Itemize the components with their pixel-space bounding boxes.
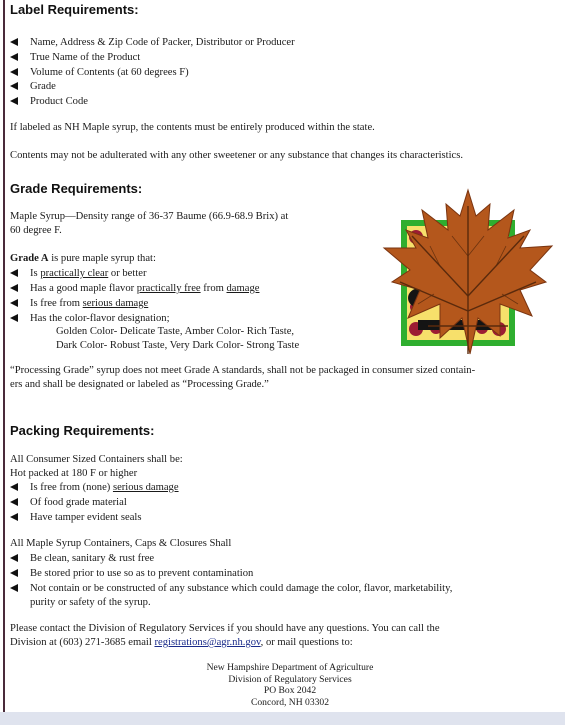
contact-line-1: Please contact the Division of Regulatory Services if you should have any questions. You can call the (10, 623, 440, 634)
color-designation-line-1: Golden Color- Delicate Taste, Amber Color- Rich Taste, (56, 326, 295, 337)
grade-item-text: Has a good maple flavor (30, 283, 137, 294)
email-link[interactable]: registrations@agr.nh.gov (154, 637, 261, 648)
grade-a-label: Grade A (10, 253, 49, 264)
label-item-text: Volume of Contents (at 60 degrees F) (30, 67, 189, 78)
left-triangle-bullet-icon (10, 554, 18, 562)
processing-grade-line-1: “Processing Grade” syrup does not meet Grade A standards, shall not be packaged in consumer sized contain- (10, 365, 476, 376)
left-triangle-bullet-icon (10, 299, 18, 307)
color-designation-line-2: Dark Color- Robust Taste, Very Dark Color- Strong Taste (56, 340, 300, 351)
viewer-bottom-band (0, 712, 565, 725)
left-triangle-bullet-icon (10, 498, 18, 506)
containers-item-text: Be stored prior to use so as to prevent contamination (30, 568, 254, 579)
label-item-text: Name, Address & Zip Code of Packer, Distributor or Producer (30, 37, 295, 48)
left-triangle-bullet-icon (10, 53, 18, 61)
left-triangle-bullet-icon (10, 483, 18, 491)
label-item-text: True Name of the Product (30, 52, 141, 63)
packing-requirements-heading: Packing Requirements: (10, 423, 155, 438)
page-left-border (3, 0, 5, 712)
containers-item-continuation: purity or safety of the syrup. (30, 597, 151, 608)
address-line-2: Division of Regulatory Services (228, 673, 352, 685)
address-line-1: New Hampshire Department of Agriculture (206, 662, 374, 673)
address-line-3: PO Box 2042 (263, 685, 317, 696)
packing-item-text: Have tamper evident seals (30, 512, 142, 523)
grade-item-text: Is free from (30, 298, 83, 309)
grade-item-underlined: serious damage (82, 298, 149, 309)
label-requirements-heading: Label Requirements: (10, 2, 139, 17)
grade-item-underlined: practically clear (40, 268, 109, 279)
packing-item-underlined: serious damage (112, 482, 179, 493)
grade-item (10, 311, 170, 326)
packing-item (10, 510, 141, 525)
grade-item-text: or better (108, 268, 147, 279)
left-triangle-bullet-icon (10, 569, 18, 577)
containers-item (10, 581, 452, 596)
address-line-4: Concord, NH 03302 (250, 696, 330, 708)
grade-item (10, 266, 147, 281)
left-triangle-bullet-icon (10, 584, 18, 592)
label-item (10, 79, 56, 94)
grade-item (10, 296, 148, 311)
containers-item-text: Not contain or be constructed of any substance which could damage the color, flavor, marketability, (30, 583, 453, 594)
label-item (10, 35, 295, 50)
left-triangle-bullet-icon (10, 269, 18, 277)
processing-grade-line-2: ers and shall be designated or labeled as “Processing Grade.” (10, 379, 269, 390)
density-line-2: 60 degree F. (10, 225, 62, 236)
containers-item (10, 566, 253, 581)
grade-item-underlined: practically free (136, 283, 201, 294)
contact-line-2 (10, 636, 353, 650)
grade-item (10, 281, 259, 296)
mailing-address (120, 662, 460, 708)
density-line-1: Maple Syrup—Density range of 36-37 Baume (66.9-68.9 Brix) at (10, 211, 289, 222)
grade-a-intro (10, 252, 156, 266)
packing-item-text: Of food grade material (30, 497, 127, 508)
label-item-text: Product Code (30, 96, 88, 107)
nh-maple-paragraph: If labeled as NH Maple syrup, the contents must be entirely produced within the state. (10, 122, 375, 133)
grade-requirements-heading: Grade Requirements: (10, 181, 143, 196)
consumer-containers-line: All Consumer Sized Containers shall be: (10, 454, 183, 465)
all-containers-line: All Maple Syrup Containers, Caps & Closures Shall (10, 538, 232, 549)
left-triangle-bullet-icon (10, 97, 18, 105)
hot-packed-line: Hot packed at 180 F or higher (10, 468, 138, 479)
label-item-text: Grade (30, 81, 56, 92)
left-triangle-bullet-icon (10, 513, 18, 521)
label-item (10, 94, 88, 109)
grade-item-text: Has the color-flavor designation; (30, 313, 170, 324)
packing-item (10, 480, 179, 495)
left-triangle-bullet-icon (10, 314, 18, 322)
adulteration-paragraph: Contents may not be adulterated with any other sweetener or any substance that changes its characteristics. (10, 150, 464, 161)
left-triangle-bullet-icon (10, 38, 18, 46)
maple-leaf-icon (378, 186, 558, 376)
containers-item-text: Be clean, sanitary & rust free (30, 553, 155, 564)
label-item (10, 65, 189, 80)
packing-item-text: Is free from (none) (30, 482, 113, 493)
contact-line-2-text: Division at (603) 271-3685 email (10, 637, 155, 648)
packing-item (10, 495, 127, 510)
grade-a-intro-text: is pure maple syrup that: (48, 253, 156, 264)
label-item (10, 50, 140, 65)
containers-item (10, 551, 154, 566)
contact-line-2-tail: , or mail questions to: (260, 637, 353, 648)
grade-item-text: Is (30, 268, 41, 279)
left-triangle-bullet-icon (10, 82, 18, 90)
grade-item-underlined: damage (226, 283, 260, 294)
left-triangle-bullet-icon (10, 284, 18, 292)
left-triangle-bullet-icon (10, 68, 18, 76)
grade-item-text: from (200, 283, 227, 294)
